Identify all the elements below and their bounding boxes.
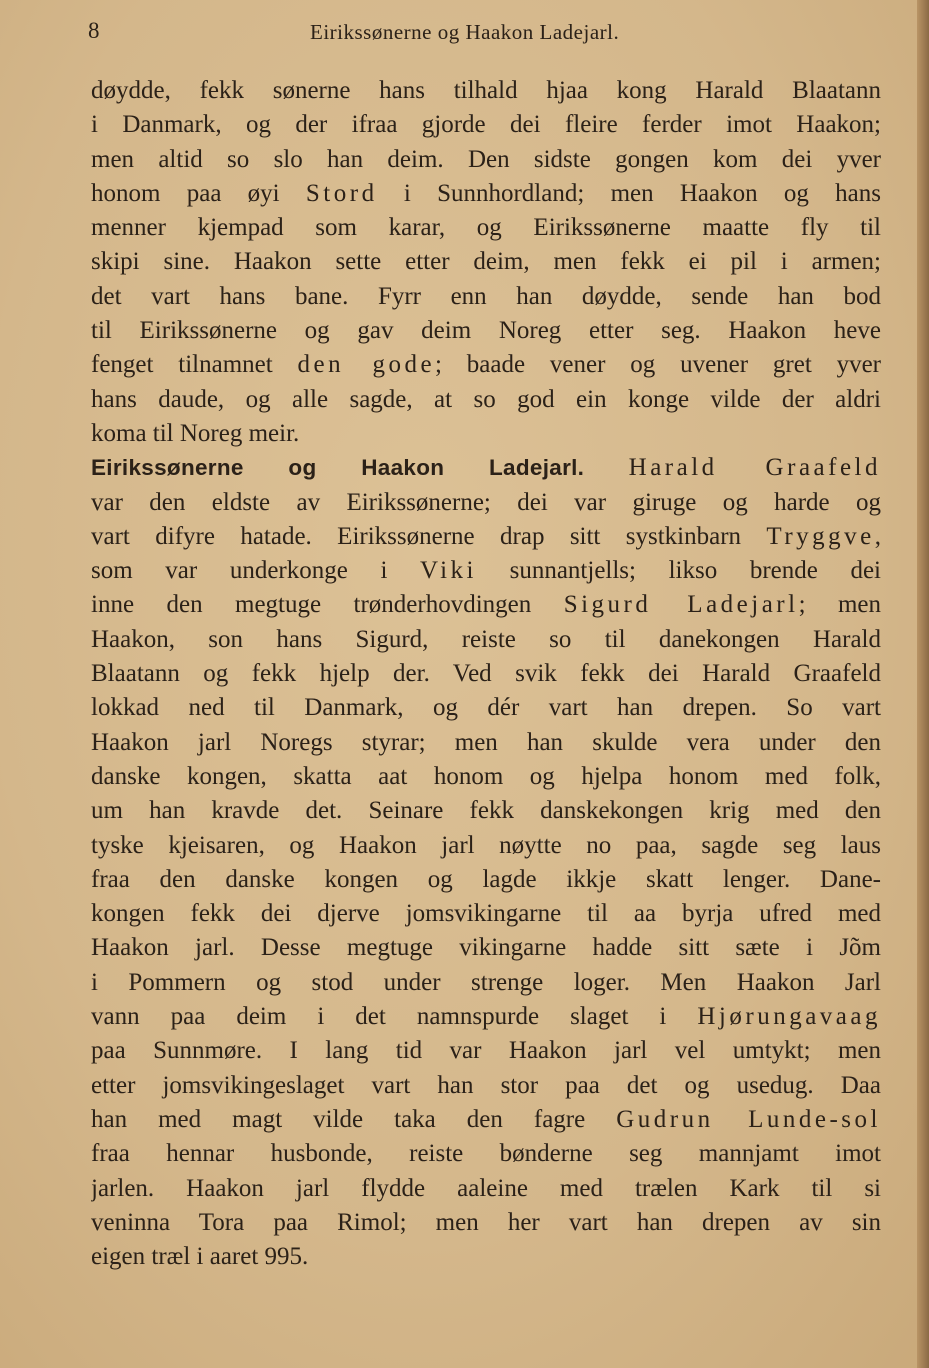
text-line bbox=[91, 1172, 881, 1206]
text-line bbox=[91, 108, 881, 142]
text-line bbox=[91, 1240, 881, 1274]
text-line bbox=[91, 657, 881, 691]
text-run: eigen træl i aaret 995. bbox=[91, 1243, 309, 1271]
text-run: veninna Tora paa Rimol; men her vart han drepen av sin bbox=[91, 1208, 881, 1236]
page-header bbox=[88, 18, 648, 50]
text-line bbox=[91, 143, 881, 177]
text-line bbox=[91, 451, 881, 485]
text-run: paa Sunnmøre. I lang tid var Haakon jarl vel umtykt; men bbox=[91, 1037, 881, 1065]
text-run: i Danmark, og der ifraa gjorde dei fleire ferder imot Haakon; bbox=[91, 111, 881, 139]
text-line bbox=[91, 486, 881, 520]
text-line bbox=[91, 554, 881, 588]
text-run: inne den megtuge trønderhovdingen bbox=[91, 591, 564, 619]
spaced-name: den gode bbox=[297, 351, 436, 379]
text-run: Haakon, son hans Sigurd, reiste so til danekongen Harald bbox=[91, 625, 881, 653]
text-run: døydde, fekk sønerne hans tilhald hjaa kong Harald Blaatann bbox=[91, 77, 881, 104]
page-edge bbox=[917, 0, 929, 1368]
text-line bbox=[91, 417, 881, 451]
text-run: i Sunnhordland; men Haakon og hans bbox=[377, 179, 881, 207]
spaced-name: Sigurd Ladejarl bbox=[563, 591, 799, 619]
text-run: vann paa deim i det namnspurde slaget i bbox=[91, 1003, 698, 1031]
text-line bbox=[91, 348, 881, 382]
text-line bbox=[91, 314, 881, 348]
text-line bbox=[91, 760, 881, 794]
text-line bbox=[91, 280, 881, 314]
text-run: um han kravde det. Seinare fekk danskekongen krig med den bbox=[91, 797, 881, 825]
spaced-name: Gudrun Lunde-sol bbox=[616, 1105, 881, 1133]
text-run: men altid so slo han deim. Den sidste gongen kom dei yver bbox=[91, 145, 881, 173]
text-run: som var underkonge i bbox=[91, 557, 421, 585]
text-run: fraa hennar husbonde, reiste bønderne seg mannjamt imot bbox=[91, 1140, 881, 1168]
spaced-name: Harald Graafeld bbox=[628, 454, 881, 482]
text-line bbox=[91, 794, 881, 828]
text-line bbox=[91, 931, 881, 965]
spaced-name: Hjørungavaag bbox=[697, 1003, 881, 1031]
text-run: i Pommern og stod under strenge loger. Men Haakon Jarl bbox=[91, 968, 881, 996]
page-number: 8 bbox=[88, 18, 100, 43]
text-run: koma til Noreg meir. bbox=[91, 419, 300, 447]
text-run bbox=[584, 454, 628, 481]
body-text bbox=[91, 74, 881, 1274]
text-line bbox=[91, 966, 881, 1000]
text-line bbox=[91, 1103, 881, 1137]
text-run: lokkad ned til Danmark, og dér vart han drepen. So vart bbox=[91, 694, 881, 722]
text-line bbox=[91, 1034, 881, 1068]
text-line bbox=[91, 588, 881, 622]
text-line bbox=[91, 1206, 881, 1240]
text-line bbox=[91, 1069, 881, 1103]
text-run: skipi sine. Haakon sette etter deim, men fekk ei pil i armen; bbox=[91, 248, 881, 276]
text-line bbox=[91, 383, 881, 417]
text-run: sunnantjells; likso brende dei bbox=[476, 557, 881, 585]
text-line bbox=[91, 623, 881, 657]
spaced-name: Stord bbox=[305, 179, 378, 207]
text-line bbox=[91, 520, 881, 554]
text-line bbox=[91, 1000, 881, 1034]
text-run: fraa den danske kongen og lagde ikkje skatt lenger. Dane- bbox=[91, 865, 881, 893]
text-run: til Eirikssønerne og gav deim Noreg etter seg. Haakon heve bbox=[91, 317, 881, 345]
text-run: ; men bbox=[798, 591, 881, 619]
text-line bbox=[91, 245, 881, 279]
text-run: , bbox=[874, 522, 881, 550]
text-run: kongen fekk dei djerve jomsvikingarne til aa byrja ufred med bbox=[91, 900, 881, 928]
text-run: fenget tilnamnet bbox=[91, 351, 298, 379]
text-run: hans daude, og alle sagde, at so god ein konge vilde der aldri bbox=[91, 385, 881, 413]
text-run: menner kjempad som karar, og Eirikssønerne maatte fly til bbox=[91, 214, 881, 242]
text-line bbox=[91, 897, 881, 931]
spaced-name: Viki bbox=[420, 557, 477, 585]
text-line bbox=[91, 1137, 881, 1171]
running-head: Eirikssønerne og Haakon Ladejarl. bbox=[310, 20, 620, 44]
text-run: tyske kjeisaren, og Haakon jarl nøytte no paa, sagde seg laus bbox=[91, 831, 881, 859]
text-line bbox=[91, 863, 881, 897]
text-run: vart difyre hatade. Eirikssønerne drap sitt systkinbarn bbox=[91, 522, 767, 550]
spaced-name: Tryggve bbox=[766, 522, 875, 550]
text-run: ; baade vener og uvener gret yver bbox=[435, 351, 881, 379]
text-run: Blaatann og fekk hjelp der. Ved svik fekk dei Harald Graafeld bbox=[91, 660, 881, 688]
text-run: danske kongen, skatta aat honom og hjelpa honom med folk, bbox=[91, 762, 881, 790]
text-run: han med magt vilde taka den fagre bbox=[91, 1105, 617, 1133]
text-run: honom paa øyi bbox=[91, 179, 306, 207]
text-line bbox=[91, 211, 881, 245]
text-line bbox=[91, 74, 881, 108]
section-heading: Eirikssønerne og Haakon Ladejarl. bbox=[91, 455, 585, 481]
text-line bbox=[91, 177, 881, 211]
text-line bbox=[91, 726, 881, 760]
text-run: etter jomsvikingeslaget vart han stor paa det og usedug. Daa bbox=[91, 1071, 881, 1099]
text-run: Haakon jarl. Desse megtuge vikingarne hadde sitt sæte i Jõm bbox=[91, 934, 881, 962]
text-run: var den eldste av Eirikssønerne; dei var giruge og harde og bbox=[91, 488, 881, 516]
text-run: Haakon jarl Noregs styrar; men han skulde vera under den bbox=[91, 728, 881, 756]
text-run: jarlen. Haakon jarl flydde aaleine med trælen Kark til si bbox=[91, 1174, 881, 1202]
text-run: det vart hans bane. Fyrr enn han døydde, sende han bod bbox=[91, 282, 881, 310]
text-line bbox=[91, 691, 881, 725]
text-line bbox=[91, 829, 881, 863]
